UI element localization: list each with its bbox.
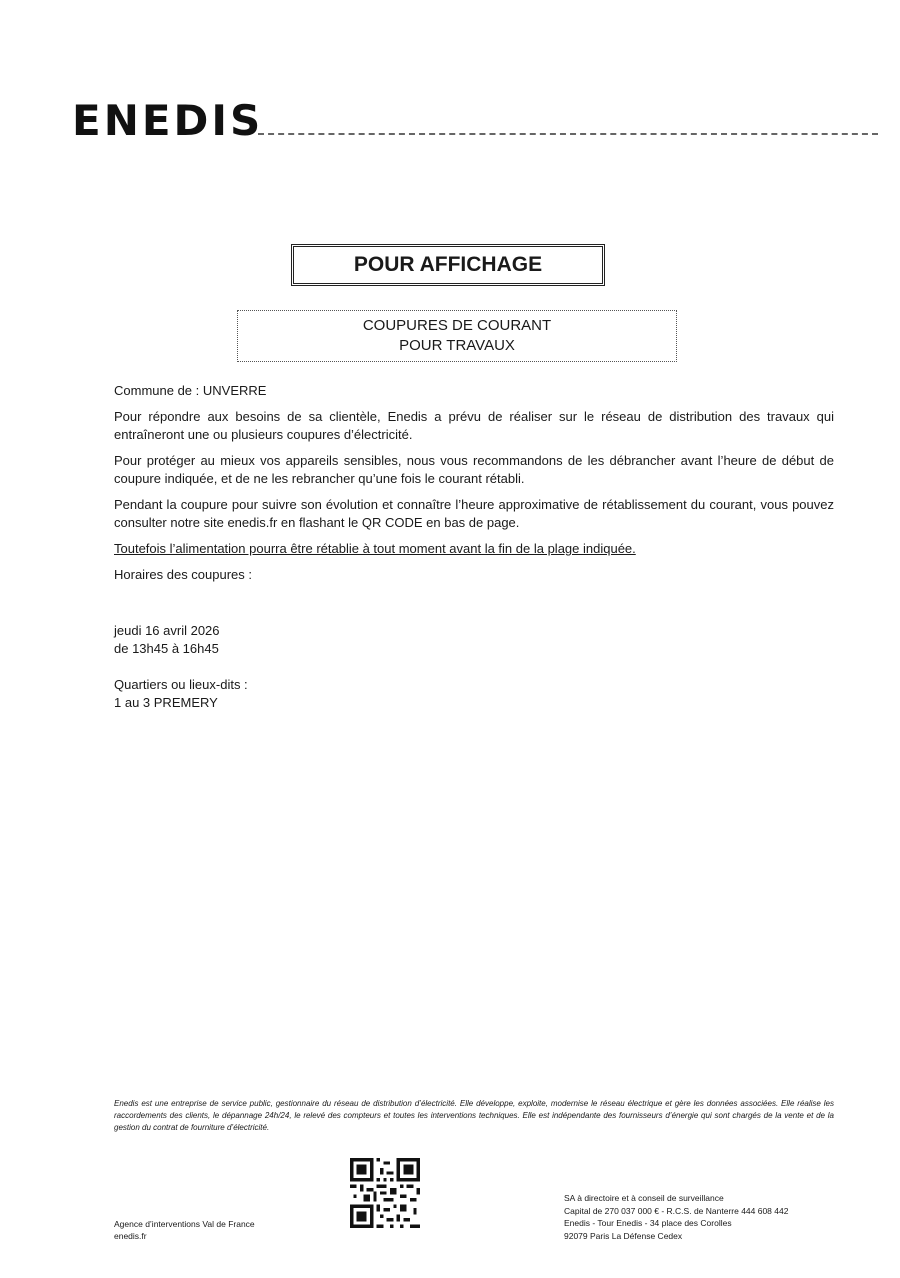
locations-label: Quartiers ou lieux-dits : (114, 677, 248, 692)
agency-name: Agence d’interventions Val de France (114, 1219, 255, 1229)
website-link[interactable]: enedis.fr (114, 1231, 147, 1241)
paragraph-3: Pendant la coupure pour suivre son évolution et connaître l’heure approximative de rétablissement du courant, vous pouvez consulter notre site enedis.fr en flashant le QR CODE en bas de page. (114, 497, 834, 530)
footer-company-info (564, 1192, 788, 1242)
header-rule (258, 133, 878, 135)
paragraph-2: Pour protéger au mieux vos appareils sensibles, nous vous recommandons de les débrancher avant l’heure de début de coupure indiquée, et de ne les rebrancher qu’une fois le courant rétabli. (114, 453, 834, 486)
paragraph-4: Toutefois l’alimentation pourra être rétablie à tout moment avant la fin de la plage indiquée. (114, 541, 636, 556)
commune-line: Commune de : UNVERRE (114, 383, 267, 398)
schedule-block (114, 622, 834, 658)
schedule-label: Horaires des coupures : (114, 567, 253, 582)
locations-block (114, 676, 834, 712)
paragraph-1: Pour répondre aux besoins de sa clientèle, Enedis a prévu de réaliser sur le réseau de distribution des travaux qui entraîneront une ou plusieurs coupures d’électricité. (114, 409, 834, 442)
qr-code-icon[interactable] (350, 1158, 420, 1228)
company-address-1: Enedis - Tour Enedis - 34 place des Corolles (564, 1218, 732, 1228)
legal-notice: Enedis est une entreprise de service public, gestionnaire du réseau de distribution d’électricité. Elle développe, exploite, modernise le réseau électrique et gère les données associées. Elle réalise les raccordements des clients, le dépannage 24h/24, le relevé des compteurs et toutes les interventions techniques. Elle est indépendante des fournisseurs d’énergie qui sont chargés de la vente et de la gestion du contrat de fourniture d’électricité. (114, 1099, 834, 1132)
footer-agency (114, 1218, 255, 1242)
subtitle-line-2: POUR TRAVAUX (399, 337, 515, 354)
notice-subtitle-box (237, 310, 677, 362)
schedule-time: de 13h45 à 16h45 (114, 641, 219, 656)
logo-text: ENEDIS (72, 96, 264, 145)
notice-body (114, 382, 834, 584)
subtitle-line-1: COUPURES DE COURANT (362, 317, 552, 334)
enedis-logo (72, 96, 263, 145)
poster-title-box (291, 244, 605, 286)
poster-title: POUR AFFICHAGE (353, 253, 543, 276)
company-address-2: 92079 Paris La Défense Cedex (564, 1230, 683, 1241)
locations-value: 1 au 3 PREMERY (114, 695, 218, 710)
schedule-date: jeudi 16 avril 2026 (114, 623, 220, 638)
company-form: SA à directoire et à conseil de surveillance (564, 1193, 724, 1203)
company-capital: Capital de 270 037 000 € - R.C.S. de Nanterre 444 608 442 (564, 1205, 789, 1216)
